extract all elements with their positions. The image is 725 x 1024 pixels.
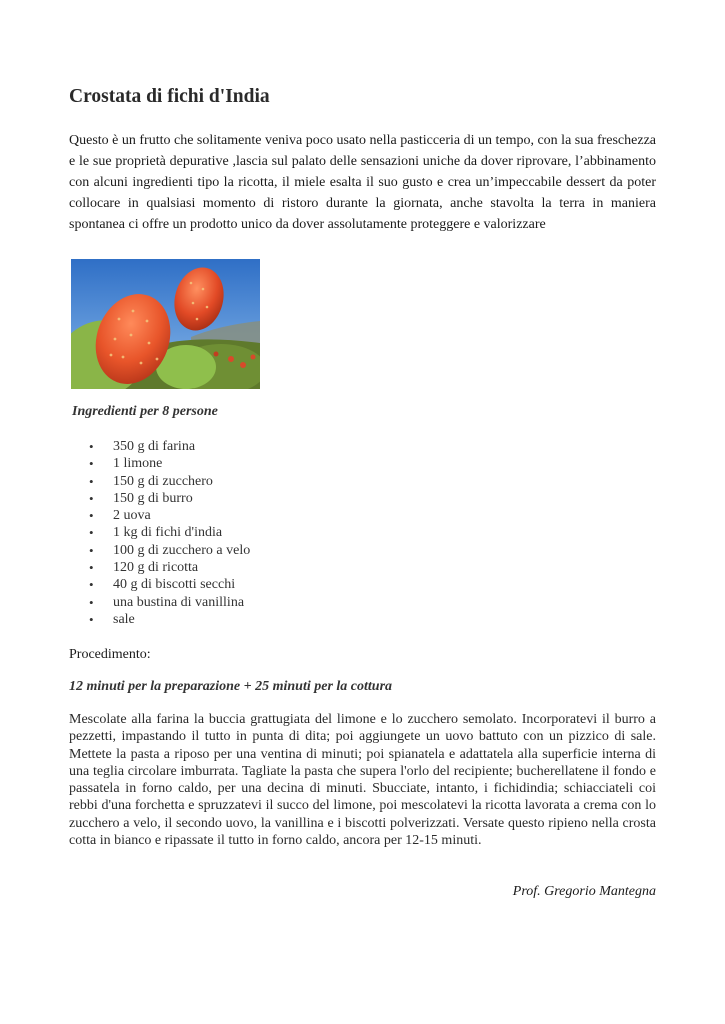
ingredients-list <box>69 438 250 628</box>
procedure-time: 12 minuti per la preparazione + 25 minuti per la cottura <box>69 679 393 694</box>
list-item: • sale <box>69 611 250 628</box>
ingredients-heading: Ingredienti per 8 persone <box>72 404 218 419</box>
list-item: • 2 uova <box>69 507 250 524</box>
list-item: • 150 g di burro <box>69 490 250 507</box>
list-item: • 150 g di zucchero <box>69 473 250 490</box>
list-item: • 120 g di ricotta <box>69 559 250 576</box>
intro-paragraph: Questo è un frutto che solitamente veniva poco usato nella pasticceria di un tempo, con la sua freschezza e le sue proprietà depurative ,lascia sul palato delle sensazioni uniche da dover riprovare, l’abbinamento con alcuni ingredienti tipo la ricotta, il miele esalta il suo gusto e crea un’impeccabile dessert da poter collocare in qualsiasi momento di ristoro durante la giornata, anche stavolta la terra in maniera spontanea ci offre un prodotto unico da dover assolutamente proteggere e valorizzare <box>69 133 657 232</box>
list-item: • 350 g di farina <box>69 438 250 455</box>
procedure-text: Mescolate alla farina la buccia grattugiata del limone e lo zucchero semolato. Incorporatevi il burro a pezzetti, impastando il tutto in punta di dita; poi aggiungete un uovo battuto con un pizzico di sale. Mettete la pasta a riposo per una ventina di minuti; poi spianatela e adattatela alla superficie interna di una teglia circolare imburrata. Tagliate la pasta che supera l'orlo del recipiente; bucherellatene il fondo e passatela in forno caldo, per una decina di minuti. Sbucciate, intanto, i fichidindia; schiacciateli coi rebbi d'una forchetta e spruzzatevi il succo del limone, poi mescolatevi la ricotta lavorata a crema con lo zucchero a velo, il secondo uovo, la vanillina e i biscotti polverizzati. Versate questo ripieno nella crosta cotta in bianco e ripassate il tutto in forno caldo, ancora per 12-15 minuti. <box>69 712 656 849</box>
list-item: • 1 limone <box>69 455 250 472</box>
list-item: • 1 kg di fichi d'india <box>69 524 250 541</box>
author-signature: Prof. Gregorio Mantegna <box>512 884 656 899</box>
procedure-label: Procedimento: <box>69 647 151 662</box>
page-title: Crostata di fichi d'India <box>69 86 270 107</box>
list-item: • 100 g di zucchero a velo <box>69 542 250 559</box>
prickly-pear-photo <box>71 259 260 389</box>
list-item: • 40 g di biscotti secchi <box>69 576 250 593</box>
list-item: • una bustina di vanillina <box>69 594 250 611</box>
